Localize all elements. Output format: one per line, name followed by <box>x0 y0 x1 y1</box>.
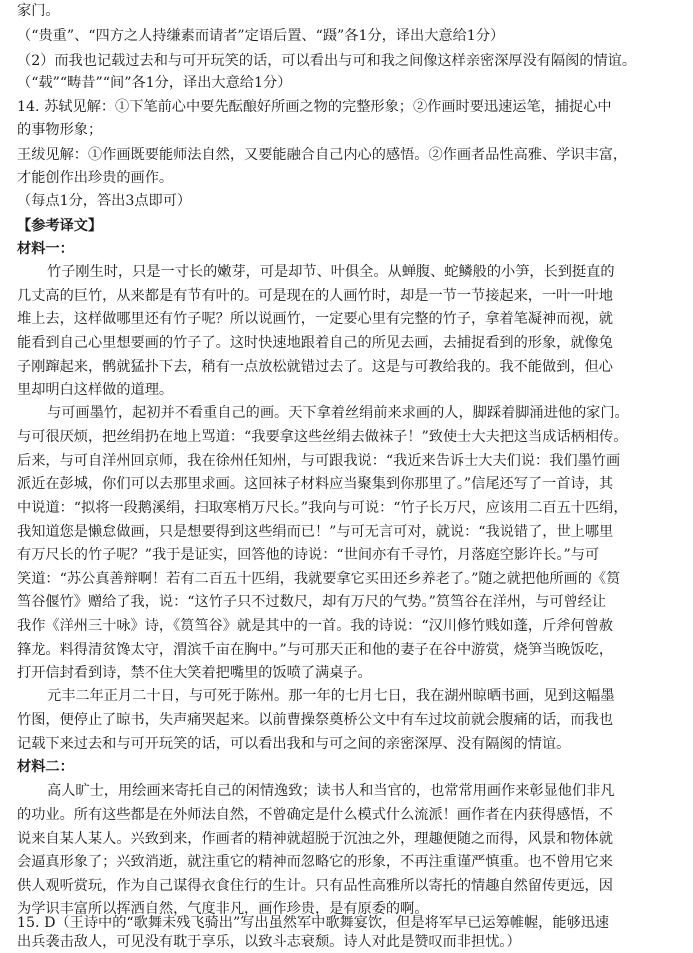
paragraph-line: 供人观听赏玩，作为自己谋得衣食住行的生计。只有品性高雅所以寄托的情趣自然留传更远，因 <box>17 878 613 894</box>
paragraph-line: 里却明白这样做的道理。 <box>17 382 174 398</box>
paragraph-line: 竹子刚生时，只是一寸长的嫩芽，可是却节、叶俱全。从蝉腹、蛇鳞般的小笋，长到挺直的 <box>47 264 615 280</box>
paragraph-line: 记载下来过去和与可开玩笑的话，可以看出我和与可之间的亲密深厚、没有隔阂的情谊。 <box>17 736 571 752</box>
paragraph-line: 几丈高的巨竹，从来都是有节有叶的。可是现在的人画竹时，却是一节一节接起来，一叶一叶地 <box>17 288 613 304</box>
material-one-heading: 材料一： <box>17 241 74 257</box>
paragraph-line: 有万尺长的竹子呢？”我于是证实，回答他的诗说：“世间亦有千寻竹，月落庭空影许长。”与可 <box>17 547 600 563</box>
text-line: （“贵重”、“四方之人持缣素而请者”定语后置、“蹑”各1分，译出大意给1分） <box>17 28 505 44</box>
paragraph-line: 箨龙。料得清贫馋太守，渭滨千亩在胸中。”与可那天正和他的妻子在谷中游赏，烧笋当晚饭吃， <box>17 642 614 658</box>
text-line: （“载”“畴昔”“间”各1分，译出大意给1分） <box>17 75 292 91</box>
paragraph-line: 子刚蹿起来，鹘就猛扑下去，稍有一点放松就错过去了。这是与可教给我的。我不能做到，但心 <box>17 359 613 375</box>
paragraph-line: 筜谷偃竹》赠给了我，说：“这竹子只不过数尺，却有万尺的气势。”筼筜谷在洋州，与可曾经让 <box>17 594 607 610</box>
paragraph-line: 我作《洋州三十咏》诗，《筼筜谷》就是其中的一首。我的诗说：“汉川修竹贱如蓬，斤斧何曾赦 <box>17 618 614 634</box>
section-heading-translation: 【参考译文】 <box>17 218 103 234</box>
text-line: 家门。 <box>17 3 60 19</box>
paragraph-line: 笑道：“苏公真善辩啊！若有二百五十匹绢，我就要拿它买田还乡养老了。”随之就把他所画的《筼 <box>17 571 621 587</box>
paragraph-line: 元丰二年正月二十日，与可死于陈州。那一年的七月七日，我在湖州晾晒书画，见到这幅墨 <box>47 688 615 704</box>
material-two-heading: 材料二： <box>17 759 74 775</box>
paragraph-line: 竹图，便停止了晾书，失声痛哭起来。以前曹操祭奠桥公文中有车过坟前就会腹痛的话，而我也 <box>17 712 613 728</box>
paragraph-line: 打开信封看到诗，禁不住大笑着把嘴里的饭喷了满桌子。 <box>17 665 372 681</box>
paragraph-line: 派近在彭城，你们可以去那里求画。这回袜子材料应当聚集到你那里了。”信尾还写了一首诗，其 <box>17 476 614 492</box>
paragraph-line: 为学识丰富所以挥洒自然，气度非凡，画作珍贵，是有原委的啊。 <box>17 901 429 917</box>
text-line: 王绂见解：①作画既要能师法自然，又要能融合自己内心的感悟。②作画者品性高雅、学识丰富， <box>17 147 628 163</box>
text-line: 才能创作出珍贵的画作。 <box>17 170 174 186</box>
paragraph-line: 中说道：“拟将一段鹅溪绢，扫取寒梢万尺长。”我向与可说：“竹子长万尺，应该用二百五十匹绢， <box>17 500 628 516</box>
paragraph-line: 堆上去，这样做哪里还有竹子呢？所以说画竹，一定要心里有完整的竹子，拿着笔凝神而视，就 <box>17 311 613 327</box>
paragraph-line: 说来自某人某人。兴致到来，作画者的精神就超脱于沉浊之外，理趣便随之而得，风景和物体就 <box>17 831 613 847</box>
scoring-note: （每点1分，答出3点即可） <box>17 193 192 209</box>
question-14: 14. 苏轼见解：①下笔前心中要先酝酿好所画之物的完整形象；②作画时要迅速运笔，捕捉心中 <box>17 99 612 115</box>
paragraph-line: 的功业。所有这些都是在外师法自然，不曾确定是什么模式什么流派！画作者在内获得感悟，不 <box>17 807 613 823</box>
paragraph-line: 能看到自己心里想要画的竹子了。这时快速地跟着自己的所见去画，去捕捉看到的形象，就像兔 <box>17 335 613 351</box>
text-line: （2）而我也记载过去和与可开玩笑的话，可以看出与可和我之间像这样亲密深厚没有隔阂的情谊。 <box>17 53 637 69</box>
question-15: 15. D（王诗中的“歌舞未残飞骑出”写出虽然军中歌舞宴饮，但是将军早已运筹帷幄，能够迅速 <box>17 915 610 931</box>
paragraph-line: 与可很厌烦，把丝绢扔在地上骂道：“我要拿这些丝绢去做袜子！”致使士大夫把这当成话柄相传。 <box>17 429 628 445</box>
question-15-continued: 出兵袭击敌人，可见没有耽于享乐，以致斗志衰颓。诗人对此是赞叹而非担忧。） <box>17 934 521 950</box>
paragraph-line: 后来，与可自洋州回京师，我在徐州任知州，与可跟我说：“我近来告诉士大夫们说：我们墨竹画 <box>17 453 621 469</box>
paragraph-line: 我知道您是懒怠做画，只是想要得到这些绢而已！”与可无言可对，就说：“我说错了，世上哪里 <box>17 524 614 540</box>
text-line: 的事物形象； <box>17 122 103 138</box>
paragraph-line: 会逼真形象了；兴致消逝，就注重它的精神而忽略它的形象，不再注重谨严慎重。也不曾用它来 <box>17 854 613 870</box>
paragraph-line: 高人旷士，用绘画来寄托自己的闲情逸致；读书人和当官的，也常常用画作来彰显他们非凡 <box>47 783 615 799</box>
paragraph-line: 与可画墨竹，起初并不看重自己的画。天下拿着丝绢前来求画的人，脚踩着脚涌进他的家门。 <box>47 405 629 421</box>
